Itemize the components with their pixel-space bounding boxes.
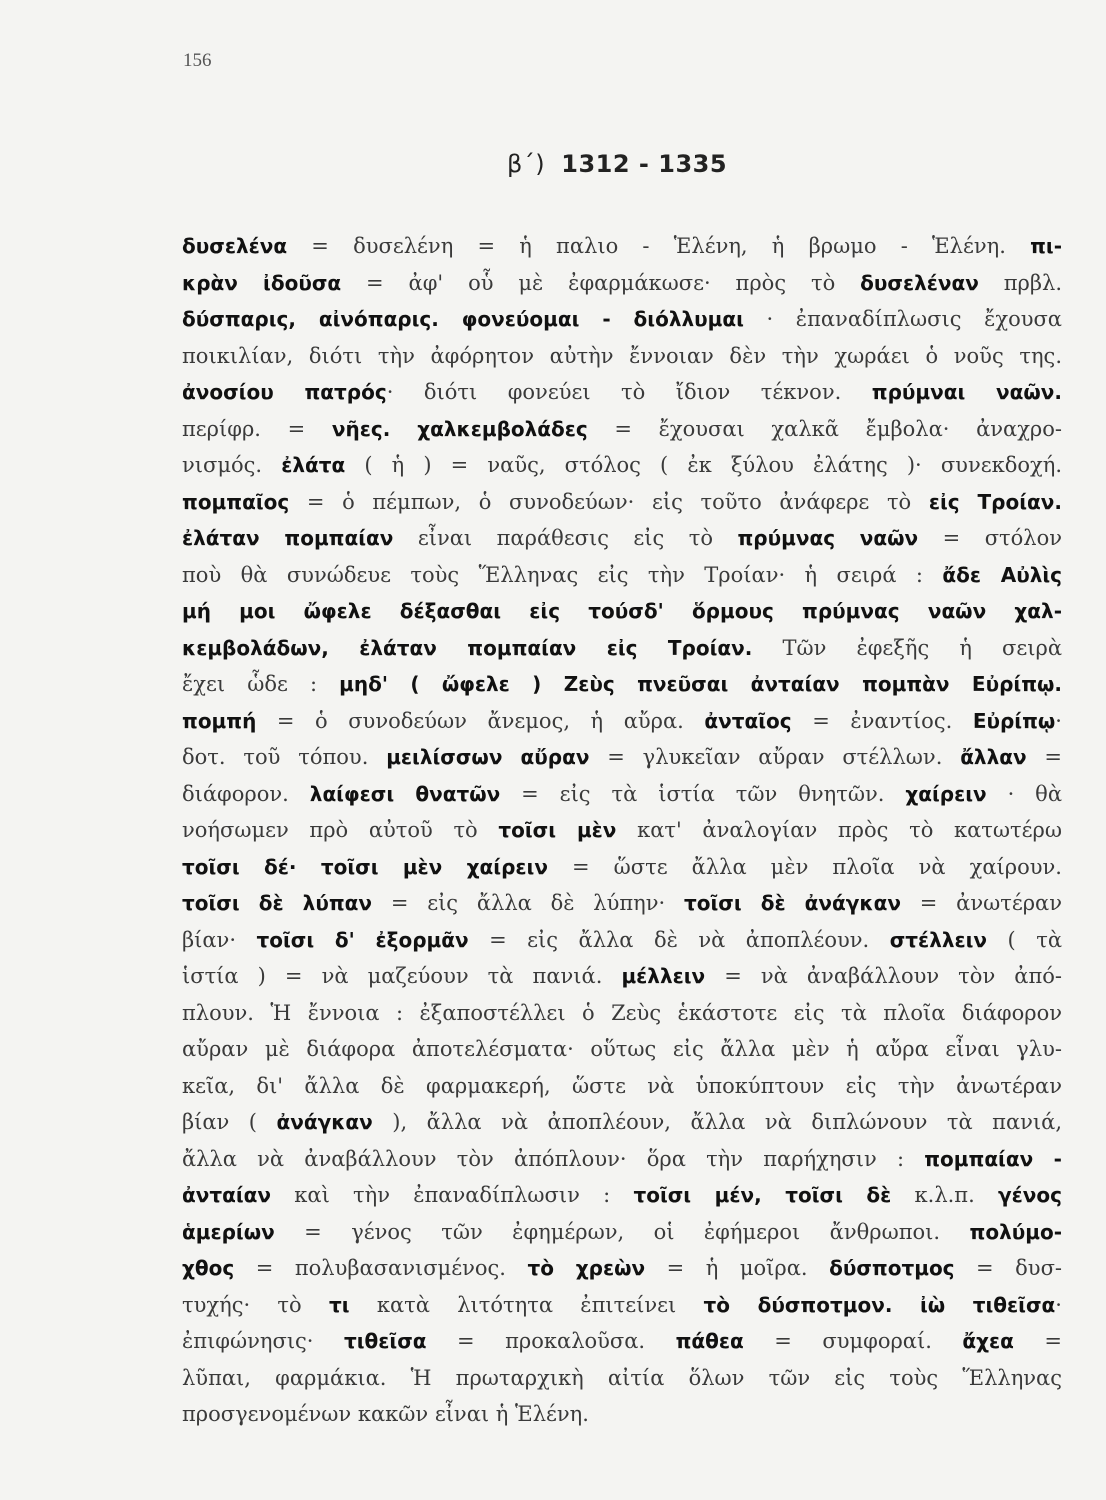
lemma-term: κεμβολάδων, ἐλάταν πομπαίαν εἰς Τροίαν. [182, 635, 753, 660]
gloss-text: ( ἡ ) = ναῦς, στόλος ( ἐκ ξύλου ἐλάτης )· συνεκδοχή. [345, 453, 1062, 477]
gloss-text: · [1055, 708, 1062, 733]
lemma-term: ἁμερίων [182, 1219, 275, 1244]
gloss-text: · ἐπαναδίπλωσις ἔχουσα [743, 307, 1062, 331]
gloss-text: κ.λ.π. [891, 1183, 999, 1207]
gloss-text: = ἔχουσαι χαλκᾶ ἔμβολα· ἀναχρο- [587, 416, 1062, 441]
text-line [182, 557, 1062, 594]
lemma-term: ἐλάταν πομπαίαν [182, 526, 394, 550]
gloss-text: ἐπιφώνησις· [182, 1329, 344, 1353]
lemma-term: ἄχεα [962, 1329, 1014, 1353]
gloss-text: = ἡ μοῖρα. [645, 1256, 830, 1280]
gloss-text: = ἀφ' οὗ μὲ ἐφαρμάκωσε· πρὸς τὸ [341, 270, 861, 295]
lemma-term: εἰς Τροίαν. [928, 489, 1062, 514]
text-line [182, 1250, 1062, 1287]
text-line [182, 520, 1062, 557]
text-line [182, 849, 1062, 886]
gloss-text: πλουν. Ἡ ἔννοια : ἐξαποστέλλει ὁ Ζεὺς ἑκάστοτε εἰς τὰ πλοῖα διάφορον [182, 1000, 1062, 1025]
gloss-text: = ὥστε ἄλλα μὲν πλοῖα νὰ χαίρουν. [547, 854, 1062, 879]
gloss-text: ἱστία ) = νὰ μαζεύουν τὰ πανιά. [182, 964, 622, 988]
text-line [182, 995, 1062, 1032]
gloss-text: καὶ τὴν ἐπαναδίπλωσιν : [271, 1183, 634, 1207]
section-heading [0, 150, 1106, 178]
lemma-term: τοῖσι μὲν [498, 818, 617, 842]
gloss-text: = [1026, 745, 1062, 769]
lemma-term: πομπαῖος [182, 489, 290, 514]
gloss-text: = δυσ- [954, 1256, 1062, 1280]
gloss-text: = γένος τῶν ἐφημέρων, οἱ ἐφήμεροι ἄνθρωποι. [274, 1219, 970, 1244]
gloss-text: = πολυβασανισμένος. [234, 1256, 528, 1280]
lemma-term: ἄδε Αὐλὶς [942, 562, 1062, 587]
gloss-text: προσγενομένων κακῶν εἶναι ἡ Ἑλένη. [182, 1402, 589, 1426]
text-line [182, 922, 1062, 959]
lemma-term: πρύμνας ναῶν [737, 526, 919, 550]
text-line [182, 1323, 1062, 1360]
text-line [182, 1396, 1062, 1433]
text-line [182, 885, 1062, 922]
lemma-term: μηδ' ( ὤφελε ) Ζεὺς πνεῦσαι ἀνταίαν πομπὰν Εὐρίπῳ. [339, 672, 1062, 696]
lemma-term: πολύμο- [969, 1219, 1062, 1244]
text-line [182, 1214, 1062, 1251]
lemma-term: πρύμναι ναῶν. [871, 380, 1062, 404]
lemma-term: πομπή [182, 708, 257, 733]
text-line [182, 1177, 1062, 1214]
lemma-term: γένος [998, 1183, 1062, 1207]
lemma-term: τὸ δύσποτμον. ἰὼ τιθεῖσα [703, 1292, 1056, 1317]
lemma-term: Εὐρίπῳ [972, 708, 1056, 733]
lemma-term: χαίρειν [905, 781, 987, 806]
lemma-term: χθος [182, 1256, 235, 1280]
gloss-text: = δυσελένη = ἡ παλιο - Ἑλένη, ἡ βρωμο - Ἑλένη. [287, 234, 1031, 258]
gloss-text: δοτ. τοῦ τόπου. [182, 745, 387, 769]
lemma-term: τοῖσι δὲ λύπαν [182, 891, 373, 915]
lemma-term: πι- [1030, 234, 1062, 258]
text-line [182, 228, 1062, 265]
lemma-term: τι [328, 1292, 350, 1317]
lemma-term: ἀνταίαν [182, 1183, 272, 1207]
text-line [182, 812, 1062, 849]
text-line [182, 1104, 1062, 1141]
text-line [182, 374, 1062, 411]
text-line [182, 1287, 1062, 1324]
gloss-text: περίφρ. = [182, 416, 332, 441]
lemma-term: τοῖσι δέ· τοῖσι μὲν χαίρειν [182, 854, 548, 879]
gloss-text: = προκαλοῦσα. [426, 1329, 676, 1353]
gloss-text: κατ' ἀναλογίαν πρὸς τὸ κατωτέρω [616, 818, 1062, 842]
lemma-term: δύσπαρις, αἰνόπαρις. φονεύομαι - διόλλυμαι [182, 307, 744, 331]
gloss-text: ἔχει ὧδε : [182, 672, 340, 696]
gloss-text: = ἐναντίος. [791, 708, 973, 733]
section-label: β΄) [506, 150, 546, 178]
gloss-text: = στόλον [918, 526, 1062, 550]
gloss-text: ), ἄλλα νὰ ἀποπλέουν, ἄλλα νὰ διπλώνουν τὰ πανιά, [372, 1110, 1062, 1134]
text-line [182, 1031, 1062, 1068]
text-line [182, 1068, 1062, 1105]
lemma-term: νῆες. χαλκεμβολάδες [331, 416, 588, 441]
lemma-term: τιθεῖσα [343, 1329, 427, 1353]
gloss-text: = εἰς ἄλλα δὲ νὰ ἀποπλέουν. [468, 927, 890, 952]
text-line [182, 1141, 1062, 1178]
gloss-text: · διότι φονεύει τὸ ἴδιον τέκνον. [386, 380, 872, 404]
lemma-term: ἄλλαν [960, 745, 1027, 769]
gloss-text: = εἰς ἄλλα δὲ λύπην· [372, 891, 684, 915]
lemma-term: μή μοι ὤφελε δέξασθαι εἰς τούσδ' ὅρμους πρύμνας ναῶν χαλ- [182, 599, 1062, 623]
gloss-text: = [1013, 1329, 1062, 1353]
commentary-text [182, 228, 1062, 1433]
gloss-text: = ὁ συνοδεύων ἄνεμος, ἡ αὔρα. [256, 708, 705, 733]
gloss-text: = ἀνωτέραν [900, 891, 1062, 915]
gloss-text: αὔραν μὲ διάφορα ἀποτελέσματα· οὕτως εἰς ἄλλα μὲν ἡ αὔρα εἶναι γλυ- [182, 1037, 1062, 1061]
lemma-term: δυσελέναν [860, 270, 979, 295]
lemma-term: δύσποτμος [829, 1256, 955, 1280]
section-range: 1312 - 1335 [561, 150, 728, 178]
gloss-text: = γλυκεῖαν αὔραν στέλλων. [589, 745, 961, 769]
gloss-text: εἶναι παράθεσις εἰς τὸ [393, 526, 738, 550]
lemma-term: τοῖσι δ' ἐξορμᾶν [256, 927, 469, 952]
lemma-term: μειλίσσων αὔραν [386, 745, 590, 769]
gloss-text: βίαν· [182, 927, 257, 952]
gloss-text: βίαν ( [182, 1110, 277, 1134]
lemma-term: λαίφεσι θνατῶν [309, 781, 501, 806]
gloss-text: κατὰ λιτότητα ἐπιτείνει [349, 1292, 704, 1317]
gloss-text: = εἰς τὰ ἱστία τῶν θνητῶν. [500, 781, 906, 806]
lemma-term: τὸ χρεὼν [527, 1256, 646, 1280]
gloss-text: ( τὰ [987, 927, 1062, 952]
text-line [182, 739, 1062, 776]
gloss-text: = ὁ πέμπων, ὁ συνοδεύων· εἰς τοῦτο ἀνάφερε τὸ [289, 489, 929, 514]
page-number: 156 [183, 50, 212, 71]
gloss-text: ἄλλα νὰ ἀναβάλλουν τὸν ἀπόπλουν· ὅρα τὴν παρήχησιν : [182, 1146, 925, 1171]
text-line [182, 958, 1062, 995]
gloss-text: · [1055, 1292, 1062, 1317]
lemma-term: τοῖσι δὲ ἀνάγκαν [684, 891, 901, 915]
lemma-term: πάθεα [675, 1329, 744, 1353]
text-line [182, 703, 1062, 740]
gloss-text: = συμφοραί. [743, 1329, 963, 1353]
text-line [182, 447, 1062, 484]
text-line [182, 338, 1062, 375]
gloss-text: ποὺ θὰ συνώδευε τοὺς Ἕλληνας εἰς τὴν Τροίαν· ἡ σειρά : [182, 562, 943, 587]
text-line [182, 1360, 1062, 1397]
gloss-text: = νὰ ἀναβάλλουν τὸν ἀπό- [705, 964, 1062, 988]
gloss-text: ποικιλίαν, διότι τὴν ἀφόρητον αὐτὴν ἔννοιαν δὲν τὴν χωράει ὁ νοῦς της. [182, 343, 1062, 368]
gloss-text: · θὰ [986, 781, 1062, 806]
text-line [182, 593, 1062, 630]
text-line [182, 776, 1062, 813]
lemma-term: ἀνοσίου πατρός [182, 380, 387, 404]
gloss-text: κεῖα, δι' ἄλλα δὲ φαρμακερή, ὥστε νὰ ὑποκύπτουν εἰς τὴν ἀνωτέραν [182, 1073, 1062, 1098]
gloss-text: τυχής· τὸ [182, 1292, 329, 1317]
lemma-term: μέλλειν [621, 964, 706, 988]
lemma-term: δυσελένα [182, 234, 288, 258]
gloss-text: Τῶν ἐφεξῆς ἡ σειρὰ [752, 635, 1062, 660]
gloss-text: πρβλ. [978, 270, 1062, 295]
text-line [182, 630, 1062, 667]
gloss-text: διάφορον. [182, 781, 310, 806]
lemma-term: πομπαίαν - [924, 1146, 1062, 1171]
text-line [182, 265, 1062, 302]
gloss-text: νοήσωμεν πρὸ αὐτοῦ τὸ [182, 818, 499, 842]
text-line [182, 301, 1062, 338]
lemma-term: τοῖσι μέν, τοῖσι δὲ [633, 1183, 892, 1207]
text-line [182, 411, 1062, 448]
lemma-term: κρὰν ἰδοῦσα [182, 270, 342, 295]
lemma-term: στέλλειν [889, 927, 988, 952]
lemma-term: ἀνάγκαν [276, 1110, 373, 1134]
gloss-text: λῦπαι, φαρμάκια. Ἡ πρωταρχικὴ αἰτία ὅλων τῶν εἰς τοὺς Ἕλληνας [182, 1365, 1062, 1390]
text-line [182, 484, 1062, 521]
text-line [182, 666, 1062, 703]
lemma-term: ἐλάτα [281, 453, 346, 477]
lemma-term: ἀνταῖος [704, 708, 792, 733]
gloss-text: νισμός. [182, 453, 282, 477]
